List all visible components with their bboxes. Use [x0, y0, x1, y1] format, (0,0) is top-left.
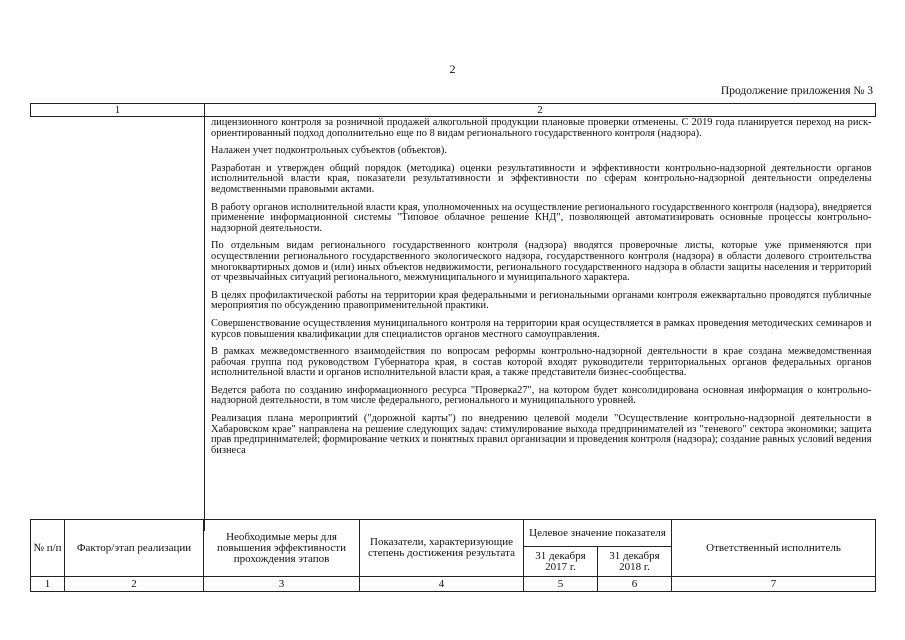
header-num: № п/п [31, 520, 65, 577]
content-table-header [31, 104, 876, 117]
paragraph: Реализация плана мероприятий ("дорожной карты") по внедрению целевой модели "Осуществление контрольно-надзорной деятельности в Хабаровском крае" направлена на решение следующих задач: стимулирование выхода предпринимателей из "теневого" сектора экономики; защита прав предпринимателей; формирование четких и понятных правил организации и проведения контроля (надзора); создание равных условий ведения бизнеса [211, 413, 872, 456]
paragraph: Совершенствование осуществления муниципального контроля на территории края осуществляется в рамках проведения методических семинаров и курсов повышения квалификации для специалистов органов местного самоуправления. [211, 317, 872, 340]
indicators-header-row [31, 520, 876, 547]
paragraph: По отдельным видам регионального государственного контроля (надзора) вводятся проверочные листы, которые уже применяются при осуществлении регионального государственного экологического надзора, государственного контроля (надзора) в области долевого строительства многоквартирных домов и (или) иных объектов недвижимости, регионального государственного надзора в области защиты населения и территорий от чрезвычайных ситуаций регионального, межмуниципального и муниципального характера. [211, 240, 872, 284]
num-cell: 6 [598, 577, 672, 592]
num-cell: 5 [524, 577, 598, 592]
content-table [30, 103, 876, 531]
col2-number: 2 [205, 104, 876, 117]
paragraph: В работу органов исполнительной власти края, уполномоченных на осуществление регионального государственного контроля (надзора), внедряется применение информационной системы "Типовое облачное решение КНД", позволяющей автоматизировать основные процессы контрольно-надзорной деятельности. [211, 201, 872, 234]
num-cell: 1 [31, 577, 65, 592]
col1-number: 1 [31, 104, 205, 117]
indicators-table [30, 519, 876, 592]
page-number: 2 [449, 62, 456, 76]
num-cell: 3 [204, 577, 360, 592]
paragraph: Налажен учет подконтрольных субъектов (объектов). [211, 145, 447, 157]
body-text-cell [205, 117, 876, 532]
header-factor: Фактор/этап реализации [65, 520, 204, 577]
header-2017: 31 декабря 2017 г. [524, 547, 598, 577]
continuation-label: Продолжение приложения № 3 [720, 85, 873, 97]
col1-empty-cell [31, 117, 205, 532]
indicators-number-row [31, 577, 876, 592]
header-responsible: Ответственный исполнитель [672, 520, 876, 577]
header-target: Целевое значение показателя [524, 520, 672, 547]
header-indicators: Показатели, характеризующие степень достижения результата [360, 520, 524, 577]
paragraph: Разработан и утвержден общий порядок (методика) оценки результативности и эффективности контрольно-надзорной деятельности органов исполнительной власти края, показатели результативности и эффективности по сферам контрольно-надзорной деятельности определены ведомственными правовыми актами. [211, 162, 872, 195]
paragraph: В рамках межведомственного взаимодействия по вопросам реформы контрольно-надзорной деятельности в крае создана межведомственная рабочая группа под руководством Губернатора края, в состав которой входят руководители территориальных органов федеральных органов исполнительной власти и органов исполнительной власти края, а также представители бизнес-сообщества. [211, 346, 872, 379]
num-cell: 4 [360, 577, 524, 592]
paragraph: В целях профилактической работы на территории края федеральными и региональными органами контроля ежеквартально проводятся публичные мероприятия по обсуждению правоприменительной практики. [211, 289, 872, 312]
header-measures: Необходимые меры для повышения эффективности прохождения этапов [204, 520, 360, 577]
content-table-row [31, 117, 876, 532]
paragraph: лицензионного контроля за розничной продажей алкогольной продукции плановые проверки отменены. С 2019 года планируется переход на риск-ориентированный подход дополнительно еще по 8 видам регионального государственного контроля (надзора). [211, 117, 872, 139]
header-2018: 31 декабря 2018 г. [598, 547, 672, 577]
num-cell: 2 [65, 577, 204, 592]
num-cell: 7 [672, 577, 876, 592]
paragraph: Ведется работа по созданию информационного ресурса "Проверка27", на котором будет консолидирована основная информация о контрольно-надзорной деятельности, в том числе федерального, регионального и муниципального уровней. [211, 384, 872, 407]
